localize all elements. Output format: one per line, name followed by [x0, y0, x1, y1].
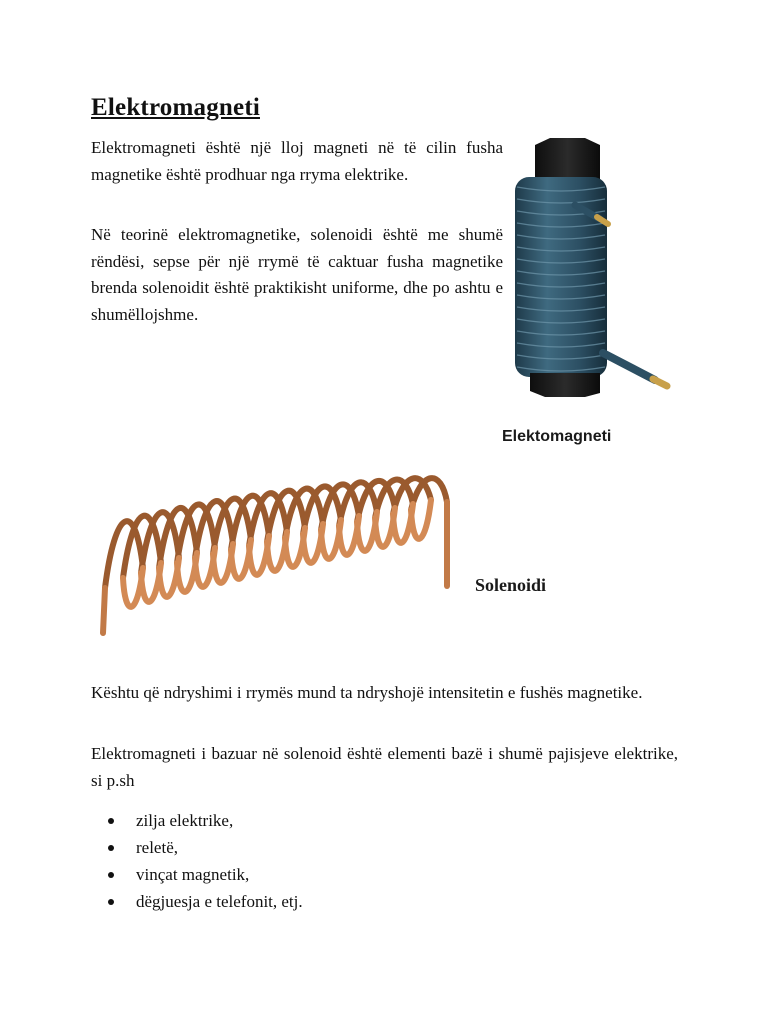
applications-list [91, 807, 303, 915]
current-change-paragraph: Kështu që ndryshimi i rrymës mund ta ndryshojë intensitetin e fushës magnetike. [91, 683, 643, 702]
bullet-icon [108, 818, 114, 824]
bullet-icon [108, 845, 114, 851]
document-title: Elektromagneti [91, 94, 260, 121]
list-item [91, 834, 303, 861]
list-item-text: reletë, [136, 838, 178, 857]
bullet-icon [108, 872, 114, 878]
bullet-icon [108, 899, 114, 905]
electromagnet-caption: Elektomagneti [502, 428, 612, 445]
solenoid-image [95, 468, 465, 638]
list-item-text: vinçat magnetik, [136, 865, 250, 884]
list-item [91, 861, 303, 888]
list-item [91, 888, 303, 915]
solenoid-caption: Solenoidi [475, 575, 547, 595]
theory-paragraph: Në teorinë elektromagnetike, solenoidi është me shumë rëndësi, sepse për një rrymë të caktuar fusha magnetike brenda solenoidit është praktikisht uniforme, dhe po ashtu e shumëllojshme. [91, 225, 503, 324]
list-item-text: dëgjuesja e telefonit, etj. [136, 892, 303, 911]
applications-paragraph: Elektromagneti i bazuar në solenoid është elementi bazë i shumë pajisjeve elektrike, si p.sh [91, 744, 678, 790]
list-item [91, 807, 303, 834]
intro-paragraph: Elektromagneti është një lloj magneti në të cilin fusha magnetike është prodhuar nga rryma elektrike. [91, 138, 503, 184]
list-item-text: zilja elektrike, [136, 811, 234, 830]
electromagnet-image [505, 135, 675, 410]
